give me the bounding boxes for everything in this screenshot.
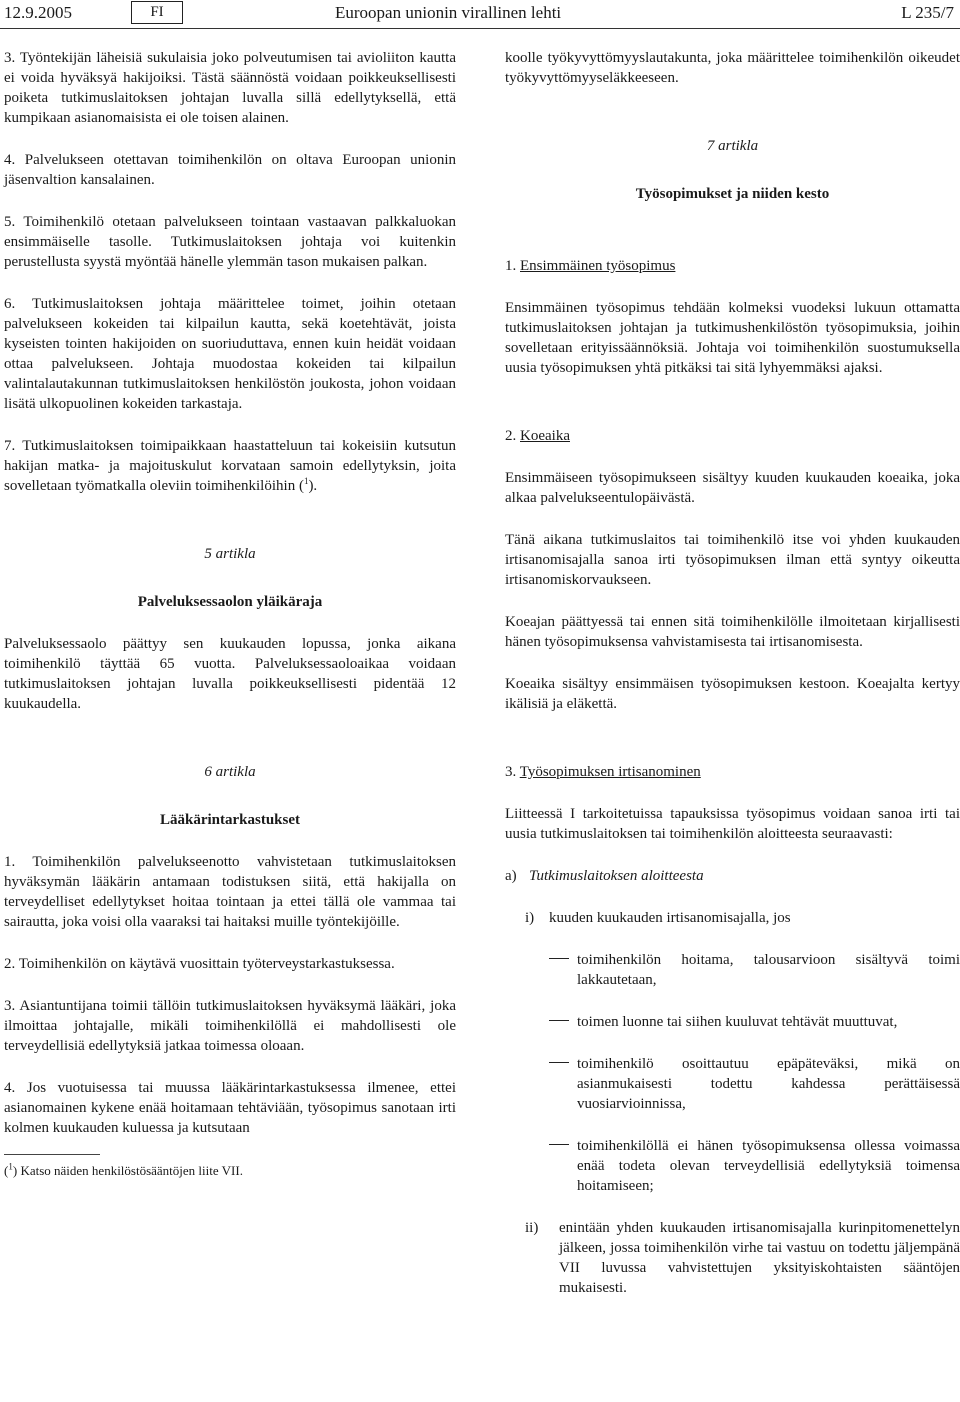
dash-marker xyxy=(549,950,577,990)
dash-item xyxy=(549,1136,960,1196)
paragraph-7-text: 7. Tutkimuslaitoksen toimipaikkaan haastatteluun tai kokeisiin kutsutun hakijan matka- ja majoituskulut korvataan samoin edellytyksin, joita sovelletaan työmatkalla oleviin toimihenkilöihin ( xyxy=(4,438,456,494)
section-3-number: 3. xyxy=(505,764,517,780)
page-reference: L 235/7 xyxy=(901,3,954,22)
language-code-box: FI xyxy=(131,1,183,24)
paragraph-5: 5. Toimihenkilö otetaan palvelukseen tointaan vastaavan palkkaluokan ensimmäiselle tasolle. Tutkimuslaitoksen johtaja voi kuitenkin perustellusta syystä myöntää hänelle ylemmän tason mukaisen palkan. xyxy=(4,214,456,270)
article-6-number: 6 artikla xyxy=(204,764,256,780)
item-a-label: a) xyxy=(505,868,517,884)
footnote-mark: 1 xyxy=(8,1161,13,1172)
section-3-text: Liitteessä I tarkoitetuissa tapauksissa työsopimus voidaan sanoa irti tai uusia tutkimuslaitoksen tai toimihenkilön aloitteesta seuraavasti: xyxy=(505,806,960,842)
section-3-title: Työsopimuksen irtisanominen xyxy=(519,764,701,780)
section-2-heading xyxy=(505,426,960,446)
dash-item xyxy=(549,950,960,990)
section-1-heading xyxy=(505,256,960,276)
item-ii-label: ii) xyxy=(525,1220,539,1236)
paragraph-7-end: ). xyxy=(308,478,318,494)
dash-marker xyxy=(549,1136,577,1196)
article-5-title: Palveluksessaolon yläikäraja xyxy=(137,594,323,610)
dash-item xyxy=(549,1054,960,1114)
dash-item-text: toimen luonne tai siihen kuuluvat tehtävät muuttuvat, xyxy=(577,1014,898,1030)
footnote-divider xyxy=(4,1154,100,1155)
article-6-paragraph-4: 4. Jos vuotuisessa tai muussa lääkärintarkastuksessa ilmenee, ettei asianomainen kykene enää hoitamaan tehtäviään, työsopimus sanotaan irti kolmen kuukauden kuluessa ja kutsutaan xyxy=(4,1080,456,1136)
article-7-title: Työsopimukset ja niiden kesto xyxy=(635,186,830,202)
article-5-text: Palveluksessaolo päättyy sen kuukauden lopussa, jonka aikana toimihenkilö täyttää 65 vuotta. Palveluksessaoloaikaa voidaan tutkimuslaitoksen johtajan luvalla poikkeuksellisesti pidentää 12 kuukaudella. xyxy=(4,636,456,712)
section-2-paragraph-2: Tänä aikana tutkimuslaitos tai toimihenkilö itse voi yhden kuukauden irtisanomisajalla sanoa irti työsopimuksen ilman että syntyy oikeutta irtisanomiskorvaukseen. xyxy=(505,532,960,588)
article-7-number: 7 artikla xyxy=(706,138,759,154)
article-5-number: 5 artikla xyxy=(204,546,256,562)
section-3-heading xyxy=(505,762,960,782)
section-2-number: 2. xyxy=(505,428,517,444)
paragraph-7 xyxy=(4,436,456,496)
dash-item-text: toimihenkilön hoitama, talousarvioon sisältyvä toimi lakkautetaan, xyxy=(577,952,960,988)
article-6-paragraph-1: 1. Toimihenkilön palvelukseenotto vahvistetaan tutkimuslaitoksen hyväksymän lääkärin antamaan todistuksen siitä, että hakijalla on terveydelliset edellytykset hoitaa tointaan ja ettei tällä ole vammaa tai sairautta, joka voisi olla vaaraksi tai haitaksi muille työntekijöille. xyxy=(4,854,456,930)
page-header xyxy=(0,0,960,30)
paragraph-3: 3. Työntekijän läheisiä sukulaisia joko polveutumisen tai avioliiton kautta ei voida hyväksyä hakijoiksi. Tästä säännöstä voidaan poikkeuksellisesti poiketa tutkimuslaitoksen johtajan luvalla sillä edellytyksellä, että kumpikaan asianomaisista ei ole toisen alainen. xyxy=(4,50,456,126)
footnote-text: Katso näiden henkilöstösääntöjen liite VII. xyxy=(20,1163,243,1178)
dash-item-text: toimihenkilöllä ei hänen työsopimuksensa ollessa voimassa enää todeta olevan terveydellisiä edellytyksiä toimensa hoitamiseen; xyxy=(577,1138,960,1194)
section-2-title: Koeaika xyxy=(520,428,570,444)
continued-text: koolle työkyvyttömyyslautakunta, joka määrittelee toimihenkilön oikeudet työkyvyttömyyseläkkeeseen. xyxy=(505,50,960,86)
footnote-ref: 1 xyxy=(303,476,309,486)
item-i-text: kuuden kuukauden irtisanomisajalla, jos xyxy=(549,910,791,926)
paragraph-6: 6. Tutkimuslaitoksen johtaja määrittelee toimet, joihin otetaan palvelukseen kokeiden tai kilpailun kautta, sekä koetehtävät, joista kyseisten tointen hakijoiden on suoriuduttava, ennen kuin heidät voidaan ottaa palvelukseen. Johtaja muodostaa kokeiden tai kilpailun valintalautakunnan tutkimuslaitoksen henkilöstön joukosta, johon voidaan lisätä ulkopuolinen kokeiden tarkastaja. xyxy=(4,296,456,412)
left-column xyxy=(4,48,456,1179)
right-column xyxy=(505,48,960,1298)
section-1-number: 1. xyxy=(505,258,517,274)
journal-title: Euroopan unionin virallinen lehti xyxy=(335,3,562,22)
article-6-title: Lääkärintarkastukset xyxy=(159,812,301,828)
section-1-text: Ensimmäinen työsopimus tehdään kolmeksi vuodeksi lukuun ottamatta tutkimuslaitoksen johtajan ja tutkimushenkilöstön työsopimuksia, joihin sovelletaan erityissäännöksiä. Johtaja voi toimihenkilön suostumuksella uusia työsopimuksen yhtä pitkäksi tai sitä lyhyemmäksi ajaksi. xyxy=(505,300,960,376)
section-2-paragraph-3: Koeajan päättyessä tai ennen sitä toimihenkilölle ilmoitetaan kirjallisesti hänen työsopimuksensa vahvistamisesta tai irtisanomisesta. xyxy=(505,614,960,650)
header-divider xyxy=(0,28,960,29)
paragraph-4: 4. Palvelukseen otettavan toimihenkilön on oltava Euroopan unionin jäsenvaltion kansalainen. xyxy=(4,152,456,188)
item-ii xyxy=(525,1218,960,1298)
section-2-paragraph-1: Ensimmäiseen työsopimukseen sisältyy kuuden kuukauden koeaika, joka alkaa palvelukseentulopäivästä. xyxy=(505,470,960,506)
dash-item xyxy=(549,1012,960,1032)
footnote: ($^1$) Katso näiden henkilöstösääntöjen liite VII. xyxy=(4,1161,243,1178)
item-i xyxy=(525,908,960,928)
publication-date: 12.9.2005 xyxy=(4,3,72,22)
dash-item-text: toimihenkilö osoittautuu epäpäteväksi, mikä on asianmukaisesti todettu kahdessa perättäisessä vuosiarvioinnissa, xyxy=(577,1056,960,1112)
dash-marker xyxy=(549,1054,577,1114)
item-a-text: Tutkimuslaitoksen aloitteesta xyxy=(529,868,704,884)
dash-marker xyxy=(549,1012,577,1032)
article-6-paragraph-2: 2. Toimihenkilön on käytävä vuosittain työterveystarkastuksessa. xyxy=(4,956,395,972)
item-ii-text: enintään yhden kuukauden irtisanomisajalla kurinpitomenettelyn jälkeen, jossa toimihenkilön virhe tai vastuu on todettu jäljempänä VII luvussa vahvistettujen yksityiskohtaisten sääntöjen mukaisesti. xyxy=(559,1220,960,1296)
section-1-title: Ensimmäinen työsopimus xyxy=(520,258,676,274)
item-i-label: i) xyxy=(525,910,535,926)
item-a xyxy=(505,866,960,886)
section-2-paragraph-4: Koeaika sisältyy ensimmäisen työsopimuksen kestoon. Koeajalta kertyy ikälisiä ja eläkettä. xyxy=(505,676,960,712)
article-6-paragraph-3: 3. Asiantuntijana toimii tällöin tutkimuslaitoksen hyväksymä lääkäri, joka ilmoittaa johtajalle, mikäli toimihenkilöllä ei mahdollisesti ole terveydellisiä edellytyksiä jatkaa toimessa oloaan. xyxy=(4,998,456,1054)
